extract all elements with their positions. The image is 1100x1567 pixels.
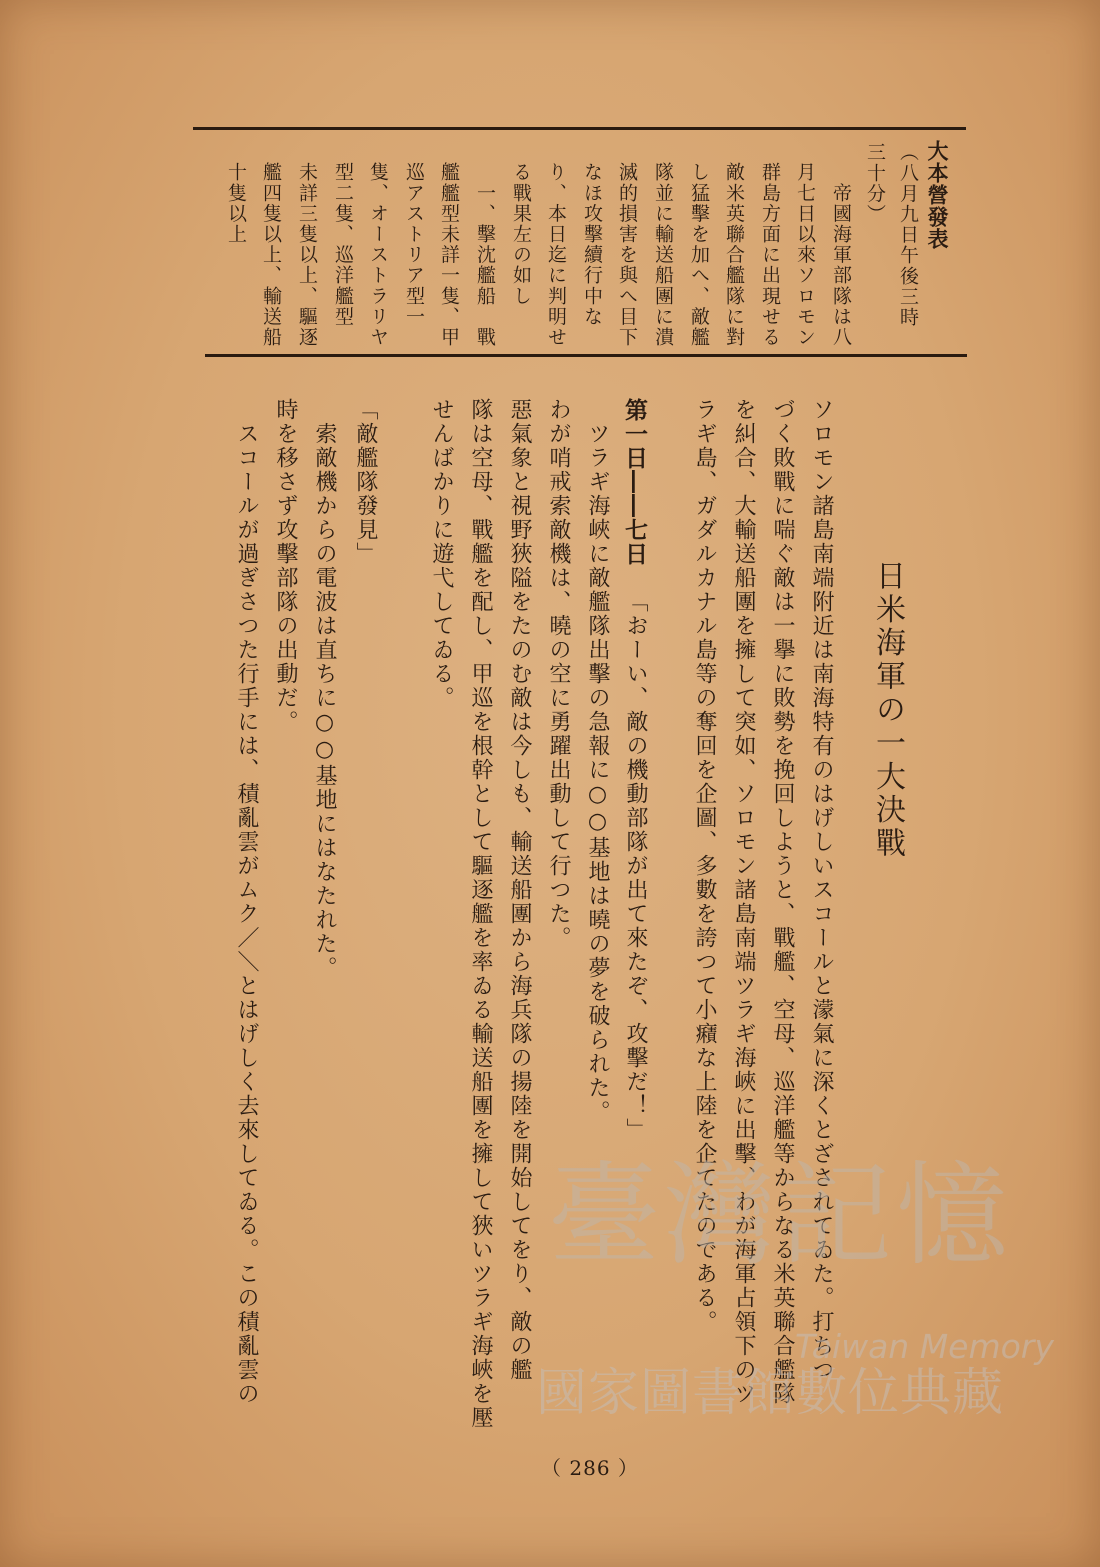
announcement-line: 型二隻、巡洋艦型 bbox=[332, 162, 354, 327]
announcement-line: 月七日以來ソロモン bbox=[794, 162, 816, 348]
announcement-time: 三十分） bbox=[864, 142, 886, 225]
announcement-line: 敵米英聯合艦隊に對 bbox=[723, 162, 745, 348]
page-number: （ 286 ） bbox=[541, 1456, 639, 1480]
article-line: ツラギ海峽に敵艦隊出擊の急報に○○基地は曉の夢を破られた。 bbox=[585, 398, 610, 1124]
announcement-line: し猛擊を加へ、敵艦 bbox=[688, 162, 710, 348]
watermark-english: Taiwan Memory bbox=[795, 1327, 1054, 1366]
announcement-line: 滅的損害を與へ目下 bbox=[616, 162, 638, 348]
announcement-line: 帝國海軍部隊は八 bbox=[830, 162, 852, 348]
announcement-line: 群島方面に出現せる bbox=[759, 162, 781, 348]
article-line: ソロモン諸島南端附近は南海特有のはげしいスコールと濛氣に深くとざされてゐた。打ちつ bbox=[809, 398, 834, 1382]
article-line: わが哨戒索敵機は、曉の空に勇躍出動して行つた。 bbox=[546, 398, 571, 950]
announcement-line: る戰果左の如し bbox=[510, 162, 532, 307]
announcement-bottom-rule bbox=[205, 354, 967, 357]
article-line: 隊は空母、戰艦を配し、甲巡を根幹として驅逐艦を率ゐる輸送船團を擁して狹いツラギ海峽を壓 bbox=[468, 398, 493, 1430]
article-title: 日米海軍の一大決戰 bbox=[870, 560, 905, 861]
announcement-line: 十隻以上 bbox=[225, 162, 247, 245]
announcement-line: 艦艦型未詳一隻、甲 bbox=[438, 162, 460, 348]
article-line: 時を移さず攻擊部隊の出動だ。 bbox=[273, 398, 298, 734]
watermark-calligraphy: 臺灣記憶 bbox=[548, 1151, 1012, 1281]
watermark-institution: 國家圖書館數位典藏 bbox=[536, 1364, 1005, 1423]
day-heading: 第一日――七日 bbox=[621, 398, 648, 566]
announcement-line: なほ攻擊續行中な bbox=[581, 162, 603, 327]
announcement-line: 巡アストリア型一 bbox=[403, 162, 425, 327]
top-rule bbox=[193, 127, 966, 130]
announcement-line: 一、擊沈艦船 戰 bbox=[474, 162, 496, 348]
announcement-line: り、本日迄に判明せ bbox=[545, 162, 567, 348]
article-line: スコールが過ぎさつた行手には、積亂雲がムク／＼とはげしく去來してゐる。この積亂雲の bbox=[234, 398, 259, 1406]
announcement-line: 隻、オーストラリヤ bbox=[367, 162, 389, 348]
article-line: 「敵艦隊發見」 bbox=[353, 398, 378, 566]
article-line: を糾合、大輸送船團を擁して突如、ソロモン諸島南端ツラギ海峽に出擊、わが海軍占領下のツ bbox=[731, 398, 756, 1406]
announcement-line: 未詳三隻以上、驅逐 bbox=[296, 162, 318, 348]
article-line: せんばかりに遊弋してゐる。 bbox=[429, 398, 454, 710]
article-line: 索敵機からの電波は直ちに○○基地にはなたれた。 bbox=[312, 398, 337, 980]
article-line: づく敗戰に喘ぐ敵は一擧に敗勢を挽回しようと、戰艦、空母、巡洋艦等からなる米英聯合艦隊 bbox=[770, 398, 795, 1406]
article-line: 惡氣象と視野狹隘をたのむ敵は今しも、輸送船團から海兵隊の揚陸を開始してをり、敵の艦 bbox=[507, 398, 532, 1382]
announcement-line: 隊並に輸送船團に潰 bbox=[652, 162, 674, 348]
day-quote: 「おーい、敵の機動部隊が出て來たぞ、攻擊だ！」 bbox=[623, 590, 648, 1142]
article-line: ラギ島、ガダルカナル島等の奪回を企圖、多數を誇つて小癪な上陸を企てたのである。 bbox=[692, 398, 717, 1334]
announcement-heading: 大本營發表 bbox=[925, 140, 950, 250]
announcement-line: 艦四隻以上、輸送船 bbox=[260, 162, 282, 348]
announcement-time: （八月九日午後三時 bbox=[897, 142, 919, 328]
